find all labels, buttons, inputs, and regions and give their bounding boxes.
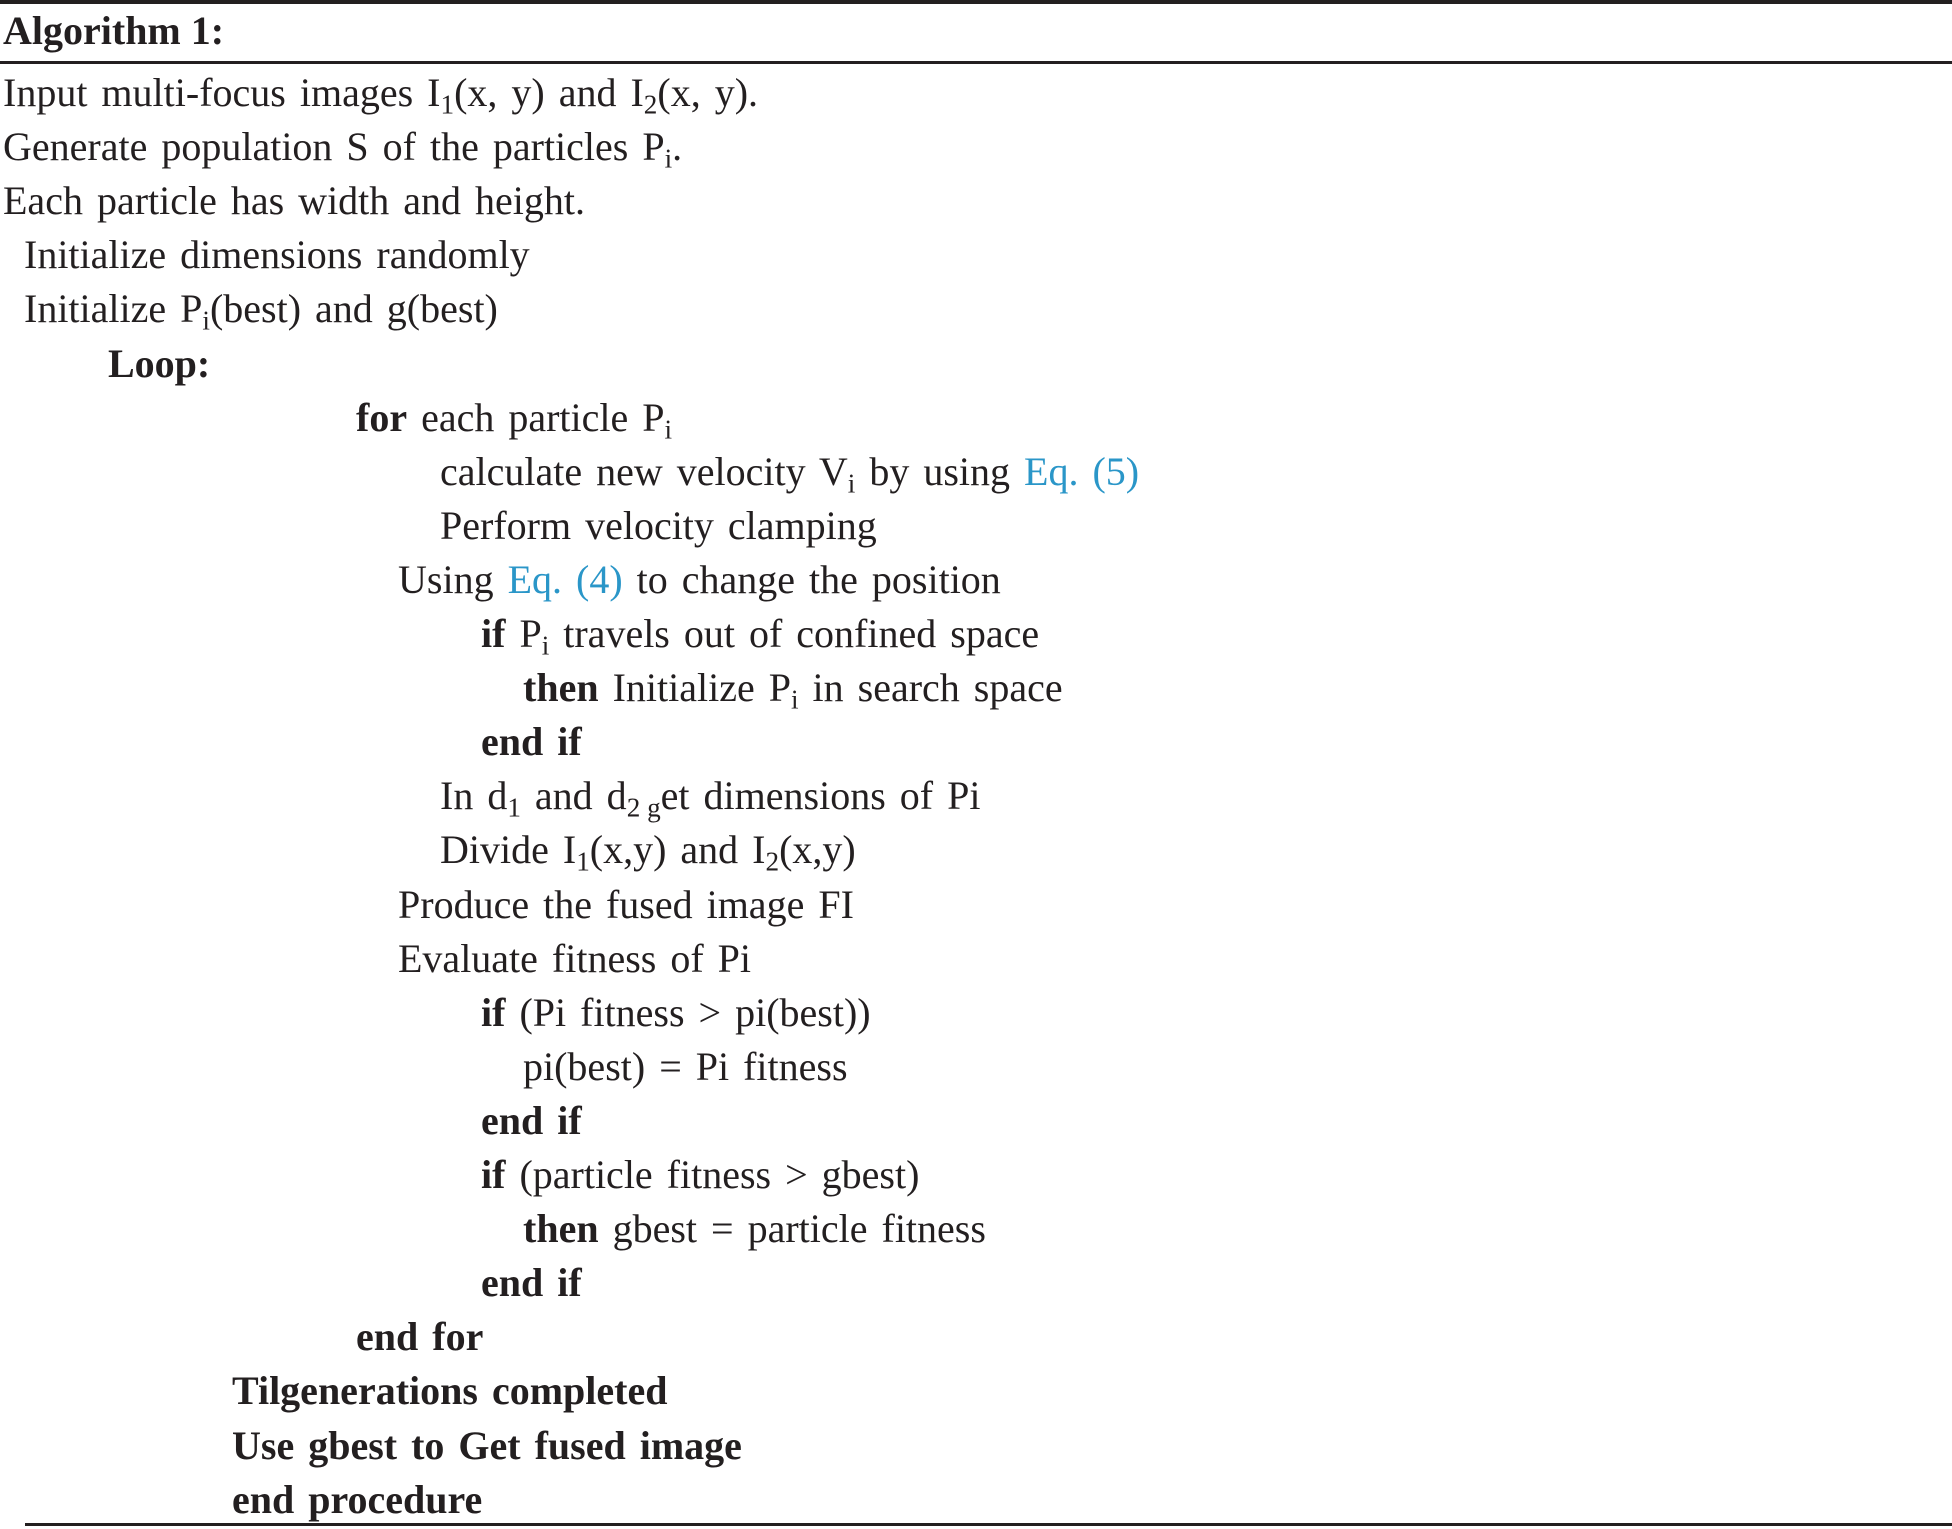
line-text: Input multi-focus images I	[3, 70, 441, 115]
line-text: (Pi fitness > pi(best))	[505, 990, 871, 1035]
algorithm-line	[24, 282, 498, 336]
line-text: pi(best) = Pi fitness	[523, 1044, 848, 1089]
algorithm-line	[523, 1202, 986, 1256]
keyword: end for	[356, 1314, 484, 1359]
algorithm-line	[232, 1473, 482, 1527]
line-text: (best) and g(best)	[209, 286, 498, 331]
line-text: and d	[520, 773, 627, 818]
line-text: Evaluate fitness of Pi	[398, 936, 752, 981]
algorithm-line	[398, 878, 854, 932]
algorithm-line	[523, 661, 1063, 715]
line-text: (x,y) and I	[589, 827, 766, 872]
line-text: (x, y) and I	[454, 70, 644, 115]
line-text: by using	[855, 449, 1025, 494]
algorithm-line	[3, 174, 585, 228]
algorithm-line	[232, 1364, 667, 1418]
subscript: 2	[765, 846, 780, 877]
algorithm-title: Algorithm 1:	[3, 8, 225, 53]
keyword: Use gbest to Get fused image	[232, 1423, 742, 1468]
keyword: end if	[481, 1098, 582, 1143]
bottom-rule	[25, 1523, 1952, 1526]
subscript: 2	[643, 89, 658, 120]
algorithm-line	[523, 1040, 848, 1094]
line-text: (x,y)	[779, 827, 856, 872]
line-text: In d	[440, 773, 508, 818]
algorithm-line	[481, 1148, 919, 1202]
keyword: end if	[481, 719, 582, 764]
line-text: travels out of confined space	[549, 611, 1040, 656]
algorithm-line	[481, 1094, 582, 1148]
algorithm-line	[440, 823, 856, 877]
algorithm-line	[440, 499, 877, 553]
algorithm-line	[481, 715, 582, 769]
algorithm-line	[481, 1256, 582, 1310]
keyword: then	[523, 1206, 599, 1251]
subscript: i	[664, 143, 673, 174]
keyword: then	[523, 665, 599, 710]
line-text: in search space	[798, 665, 1063, 710]
keyword: if	[481, 990, 506, 1035]
algorithm-line	[232, 1419, 742, 1473]
line-text: Using	[398, 557, 508, 602]
line-text: to change the position	[622, 557, 1001, 602]
keyword: for	[356, 395, 408, 440]
algorithm-line	[481, 986, 871, 1040]
algorithm-line	[3, 120, 682, 174]
line-text: Perform velocity clamping	[440, 503, 877, 548]
top-rule	[0, 0, 1952, 4]
subscript: 1	[440, 89, 455, 120]
keyword: end procedure	[232, 1477, 483, 1522]
algorithm-line	[3, 66, 758, 120]
equation-link[interactable]: Eq. (5)	[1024, 449, 1140, 494]
keyword: Loop:	[108, 341, 211, 386]
algorithm-line	[356, 391, 672, 445]
algorithm-line	[440, 445, 1139, 499]
subscript: 1	[576, 846, 590, 877]
keyword: Tilgenerations completed	[232, 1368, 668, 1413]
subscript: 2 g	[626, 792, 661, 823]
equation-link[interactable]: Eq. (4)	[507, 557, 623, 602]
algorithm-line	[440, 769, 980, 823]
algorithm-line	[398, 553, 1001, 607]
line-text: Initialize dimensions randomly	[24, 232, 530, 277]
keyword: end if	[481, 1260, 582, 1305]
line-text: (x, y).	[657, 70, 759, 115]
line-text: .	[672, 124, 683, 169]
algorithm-line	[481, 607, 1039, 661]
subscript: i	[202, 305, 210, 336]
subscript: i	[847, 468, 856, 499]
line-text: Initialize P	[24, 286, 203, 331]
line-text: gbest = particle fitness	[598, 1206, 986, 1251]
subscript: i	[664, 414, 673, 445]
subscript: i	[541, 630, 550, 661]
line-text: Initialize P	[598, 665, 791, 710]
line-text: Generate population S of the particles P	[3, 124, 665, 169]
header-rule	[0, 61, 1952, 64]
algorithm-line	[108, 337, 210, 391]
algorithm-line	[398, 932, 751, 986]
line-text: Produce the fused image FI	[398, 882, 854, 927]
line-text: (particle fitness > gbest)	[505, 1152, 920, 1197]
line-text: P	[505, 611, 542, 656]
line-text: et dimensions of Pi	[660, 773, 981, 818]
subscript: i	[790, 684, 799, 715]
subscript: 1	[507, 792, 521, 823]
line-text: each particle P	[407, 395, 665, 440]
keyword: if	[481, 611, 506, 656]
algorithm-line	[24, 228, 530, 282]
keyword: if	[481, 1152, 506, 1197]
line-text: Each particle has width and height.	[3, 178, 586, 223]
algorithm-line	[356, 1310, 483, 1364]
line-text: Divide I	[440, 827, 577, 872]
line-text: calculate new velocity V	[440, 449, 848, 494]
